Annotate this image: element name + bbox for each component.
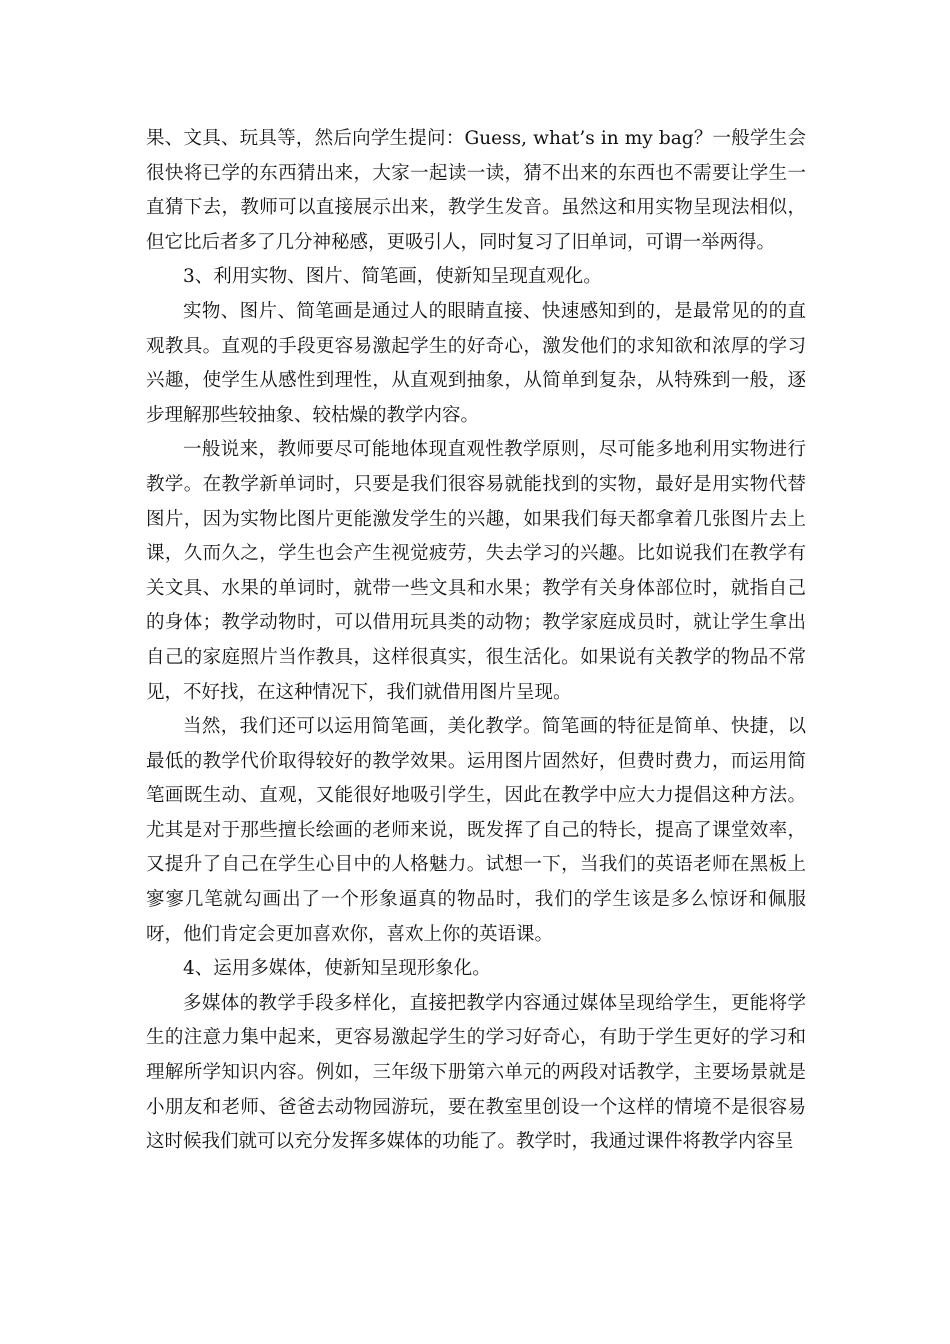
paragraph-continuation: 果、文具、玩具等，然后向学生提问：Guess, what’s in my bag？一般学生会很快将已学的东西猜出来，大家一起读一读，猜不出来的东西也不需要让学生一直猜下去，教师可以直接展示出来，教学生发音。虽然这和用实物呈现法相似，但它比后者多了几分神秘感，更吸引人，同时复习了旧单词，可谓一举两得。 <box>146 128 806 253</box>
paragraph-multimedia: 多媒体的教学手段多样化，直接把教学内容通过媒体呈现给学生，更能将学生的注意力集中起来，更容易激起学生的学习好奇心，有助于学生更好的学习和理解所学知识内容。例如，三年级下册第六单元的两段对话教学，主要场景就是小朋友和老师、爸爸去动物园游玩，要在教室里创设一个这样的情境不是很容易这时候我们就可以充分发挥多媒体的功能了。教学时，我通过课件将教学内容呈 <box>146 992 806 1153</box>
document-page <box>146 122 806 1160</box>
paragraph-intuitive-aids: 实物、图片、简笔画是通过人的眼睛直接、快速感知到的，是最常见的的直观教具。直观的手段更容易激起学生的好奇心，激发他们的求知欲和浓厚的学习兴趣，使学生从感性到理性，从直观到抽象，从简单到复杂，从特殊到一般，逐步理解那些较抽象、较枯燥的教学内容。 <box>146 300 806 426</box>
section-heading-4: 4、运用多媒体，使新知呈现形象化。 <box>183 958 491 980</box>
paragraph-stick-drawing: 当然，我们还可以运用简笔画，美化教学。简笔画的特征是简单、快捷，以最低的教学代价取得较好的教学效果。运用图片固然好，但费时费力，而运用简笔画既生动、直观，又能很好地吸引学生，因此在教学中应大力提倡这种方法。尤其是对于那些擅长绘画的老师来说，既发挥了自己的特长，提高了课堂效率，又提升了自己在学生心目中的人格魅力。试想一下，当我们的英语老师在黑板上寥寥几笔就勾画出了一个形象逼真的物品时，我们的学生该是多么惊讶和佩服呀，他们肯定会更加喜欢你，喜欢上你的英语课。 <box>146 716 806 945</box>
paragraph-real-objects: 一般说来，教师要尽可能地体现直观性教学原则，尽可能多地利用实物进行教学。在教学新单词时，只要是我们很容易就能找到的实物，最好是用实物代替图片，因为实物比图片更能激发学生的兴趣，如果我们每天都拿着几张图片去上课，久而久之，学生也会产生视觉疲劳，失去学习的兴趣。比如说我们在教学有关文具、水果的单词时，就带一些文具和水果；教学有关身体部位时，就指自己的身体；教学动物时，可以借用玩具类的动物；教学家庭成员时，就让学生拿出自己的家庭照片当作教具，这样很真实，很生活化。如果说有关教学的物品不常见，不好找，在这种情况下，我们就借用图片呈现。 <box>146 439 806 703</box>
section-heading-3: 3、利用实物、图片、简笔画，使新知呈现直观化。 <box>183 266 602 288</box>
